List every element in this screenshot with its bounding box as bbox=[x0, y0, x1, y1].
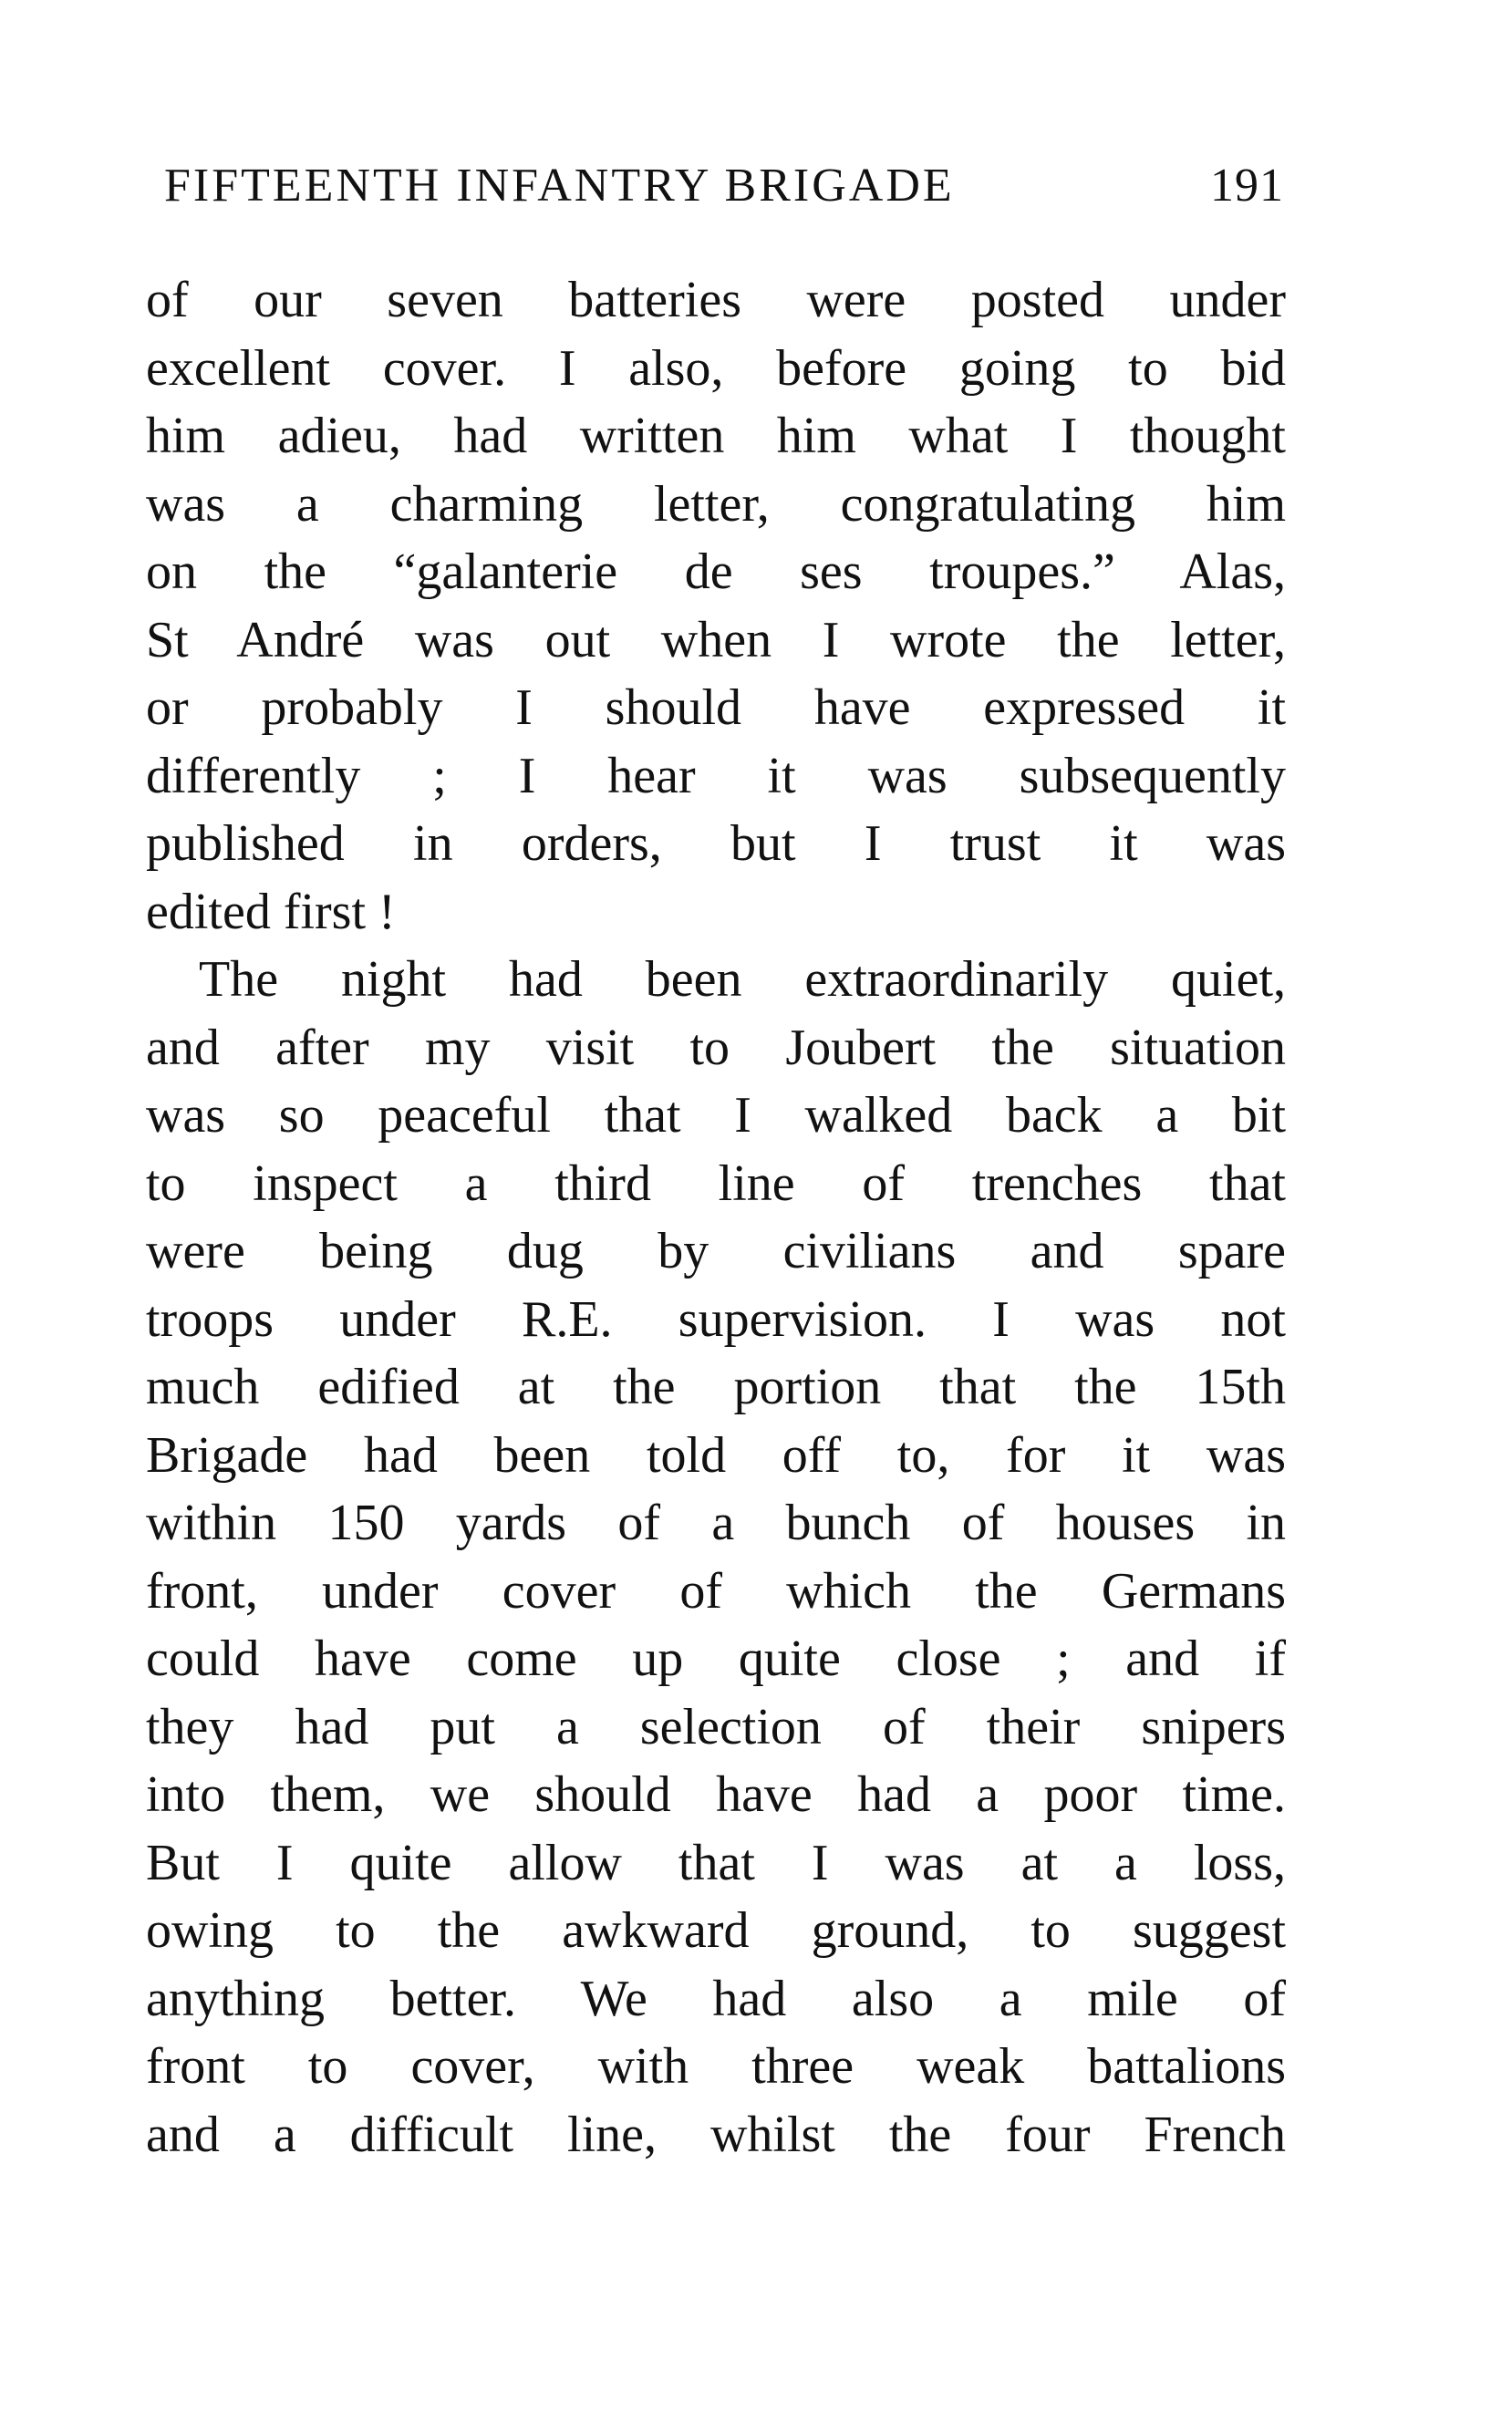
text-line: front, under cover of which the Germans bbox=[146, 1562, 1286, 1620]
body-text bbox=[146, 266, 1286, 2169]
running-head bbox=[164, 153, 1284, 219]
text-line: was so peaceful that I walked back a bit bbox=[146, 1087, 1286, 1144]
text-line: owing to the awkward ground, to suggest bbox=[146, 1902, 1286, 1959]
text-line: front to cover, with three weak battalions bbox=[146, 2038, 1286, 2095]
text-line: of our seven batteries were posted under bbox=[146, 272, 1286, 328]
text-line: or probably I should have expressed it bbox=[146, 679, 1286, 736]
text-line: The night had been extraordinarily quiet, bbox=[199, 951, 1286, 1008]
text-line: much edified at the portion that the 15th bbox=[146, 1359, 1286, 1415]
text-line: Brigade had been told off to, for it was bbox=[146, 1426, 1286, 1484]
text-line: into them, we should have had a poor time. bbox=[146, 1766, 1286, 1823]
text-line: differently ; I hear it was subsequently bbox=[146, 747, 1286, 804]
text-line: But I quite allow that I was at a loss, bbox=[146, 1834, 1286, 1891]
paragraph-1 bbox=[146, 266, 1286, 946]
text-line: excellent cover. I also, before going to bid bbox=[146, 339, 1286, 397]
running-title: FIFTEENTH INFANTRY BRIGADE bbox=[164, 160, 955, 212]
text-line: were being dug by civilians and spare bbox=[146, 1223, 1286, 1279]
text-line: and a difficult line, whilst the four French bbox=[146, 2106, 1286, 2163]
page-number: 191 bbox=[1210, 160, 1284, 212]
text-line: they had put a selection of their snipers bbox=[146, 1698, 1286, 1755]
text-line: St André was out when I wrote the letter, bbox=[146, 611, 1286, 668]
text-line: him adieu, had written him what I thought bbox=[146, 408, 1286, 464]
paragraph-2 bbox=[146, 946, 1286, 2169]
text-line: was a charming letter, congratulating him bbox=[146, 475, 1286, 533]
text-line: to inspect a third line of trenches that bbox=[146, 1154, 1286, 1212]
text-line: anything better. We had also a mile of bbox=[146, 1970, 1286, 2027]
text-line: troops under R.E. supervision. I was not bbox=[146, 1290, 1286, 1348]
text-line: edited first ! bbox=[146, 883, 396, 940]
text-line: within 150 yards of a bunch of houses in bbox=[146, 1495, 1286, 1551]
text-line: and after my visit to Joubert the situation bbox=[146, 1019, 1286, 1076]
text-line: on the “galanterie de ses troupes.” Alas, bbox=[146, 544, 1286, 600]
text-line: published in orders, but I trust it was bbox=[146, 815, 1286, 872]
text-line: could have come up quite close ; and if bbox=[146, 1631, 1286, 1687]
